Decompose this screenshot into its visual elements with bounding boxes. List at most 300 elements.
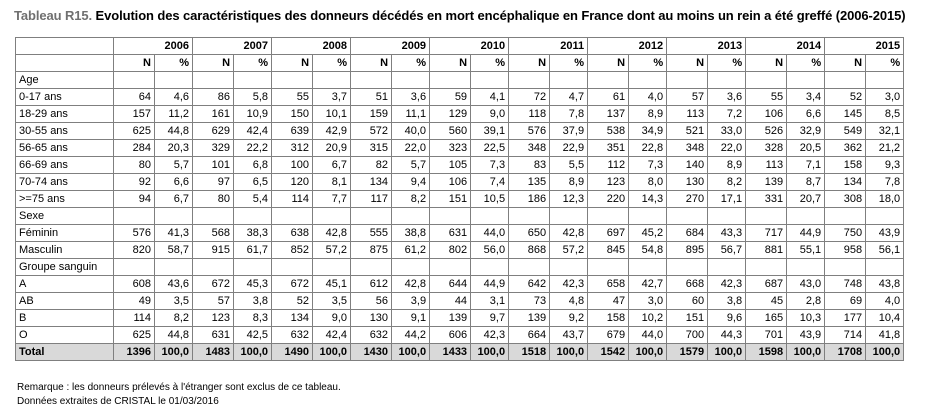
count-cell: 638 [272,225,313,242]
percent-header: % [708,55,746,72]
percent-cell: 3,4 [787,89,825,106]
empty-cell [234,72,272,89]
count-cell: 44 [430,293,471,310]
percent-cell: 20,5 [787,140,825,157]
total-percent-cell: 100,0 [392,344,430,361]
row-label: 70-74 ans [16,174,114,191]
percent-cell: 9,3 [866,157,904,174]
empty-cell [550,208,588,225]
percent-cell: 6,7 [313,157,351,174]
empty-cell [234,259,272,276]
empty-cell [193,259,234,276]
count-cell: 52 [272,293,313,310]
count-cell: 123 [193,310,234,327]
percent-cell: 41,3 [155,225,193,242]
percent-cell: 5,7 [392,157,430,174]
row-label: 56-65 ans [16,140,114,157]
count-cell: 151 [667,310,708,327]
empty-cell [667,259,708,276]
percent-cell: 45,2 [629,225,667,242]
percent-cell: 42,8 [392,276,430,293]
percent-cell: 22,0 [392,140,430,157]
count-cell: 139 [746,174,787,191]
percent-cell: 42,8 [550,225,588,242]
empty-cell [430,208,471,225]
percent-cell: 10,9 [234,106,272,123]
count-cell: 750 [825,225,866,242]
percent-cell: 3,1 [471,293,509,310]
count-cell: 576 [114,225,155,242]
count-cell: 664 [509,327,550,344]
percent-cell: 7,3 [471,157,509,174]
count-cell: 644 [430,276,471,293]
percent-cell: 22,5 [471,140,509,157]
percent-cell: 32,9 [787,123,825,140]
empty-cell [787,208,825,225]
empty-cell [351,72,392,89]
count-cell: 56 [351,293,392,310]
count-cell: 129 [430,106,471,123]
percent-cell: 42,3 [708,276,746,293]
count-cell: 668 [667,276,708,293]
percent-header: % [471,55,509,72]
percent-cell: 41,8 [866,327,904,344]
empty-cell [272,208,313,225]
count-header: N [193,55,234,72]
total-count-cell: 1490 [272,344,313,361]
count-header: N [351,55,392,72]
empty-cell [471,72,509,89]
percent-cell: 44,9 [787,225,825,242]
percent-cell: 8,7 [787,174,825,191]
count-cell: 672 [193,276,234,293]
percent-cell: 44,9 [471,276,509,293]
percent-cell: 4,7 [550,89,588,106]
percent-cell: 56,7 [708,242,746,259]
count-cell: 351 [588,140,629,157]
count-cell: 52 [825,89,866,106]
count-header: N [509,55,550,72]
count-cell: 94 [114,191,155,208]
percent-cell: 3,8 [234,293,272,310]
percent-cell: 20,9 [313,140,351,157]
group-header-row [16,208,904,225]
total-count-cell: 1518 [509,344,550,361]
year-header: 2015 [825,38,904,55]
count-cell: 868 [509,242,550,259]
count-cell: 625 [114,327,155,344]
percent-cell: 3,7 [313,89,351,106]
percent-cell: 42,8 [313,225,351,242]
percent-cell: 42,4 [234,123,272,140]
count-cell: 113 [667,106,708,123]
count-header: N [746,55,787,72]
total-percent-cell: 100,0 [708,344,746,361]
count-cell: 55 [272,89,313,106]
empty-cell [629,208,667,225]
percent-cell: 8,2 [155,310,193,327]
count-cell: 45 [746,293,787,310]
count-cell: 60 [667,293,708,310]
percent-cell: 43,0 [787,276,825,293]
row-label: 0-17 ans [16,89,114,106]
empty-cell [193,72,234,89]
count-cell: 631 [430,225,471,242]
percent-cell: 43,6 [155,276,193,293]
percent-cell: 17,1 [708,191,746,208]
year-header-row [16,38,904,55]
percent-cell: 8,3 [234,310,272,327]
percent-cell: 5,4 [234,191,272,208]
count-cell: 80 [114,157,155,174]
empty-cell [471,259,509,276]
table-row [16,191,904,208]
count-cell: 82 [351,157,392,174]
row-label: Masculin [16,242,114,259]
count-cell: 158 [825,157,866,174]
count-cell: 875 [351,242,392,259]
percent-cell: 44,0 [471,225,509,242]
empty-cell [787,72,825,89]
count-cell: 137 [588,106,629,123]
percent-cell: 57,2 [313,242,351,259]
percent-cell: 5,8 [234,89,272,106]
percent-header: % [629,55,667,72]
percent-cell: 3,6 [392,89,430,106]
table-row [16,140,904,157]
percent-header: % [234,55,272,72]
empty-cell [272,259,313,276]
percent-cell: 18,0 [866,191,904,208]
empty-cell [629,72,667,89]
table-row [16,106,904,123]
empty-cell [866,208,904,225]
count-cell: 958 [825,242,866,259]
percent-cell: 43,9 [866,225,904,242]
percent-cell: 7,8 [550,106,588,123]
count-header: N [430,55,471,72]
count-cell: 915 [193,242,234,259]
percent-cell: 42,5 [234,327,272,344]
percent-cell: 56,0 [471,242,509,259]
percent-cell: 57,2 [550,242,588,259]
row-label: Féminin [16,225,114,242]
total-count-cell: 1598 [746,344,787,361]
empty-cell [272,72,313,89]
percent-cell: 54,8 [629,242,667,259]
empty-cell [351,208,392,225]
count-cell: 312 [272,140,313,157]
total-count-cell: 1396 [114,344,155,361]
count-header: N [667,55,708,72]
percent-cell: 8,5 [866,106,904,123]
empty-cell [588,259,629,276]
count-cell: 130 [351,310,392,327]
percent-header: % [155,55,193,72]
count-cell: 113 [746,157,787,174]
count-cell: 112 [588,157,629,174]
percent-cell: 21,2 [866,140,904,157]
count-cell: 521 [667,123,708,140]
percent-cell: 10,4 [866,310,904,327]
table-caption: Evolution des caractéristiques des donneurs décédés en mort encéphalique en France dont au moins un rein a été greffé (2006-2015) [92,8,906,23]
empty-cell [588,72,629,89]
empty-cell [787,259,825,276]
total-count-cell: 1483 [193,344,234,361]
table-row [16,89,904,106]
percent-cell: 44,0 [629,327,667,344]
count-cell: 47 [588,293,629,310]
percent-cell: 44,3 [708,327,746,344]
percent-cell: 3,0 [866,89,904,106]
percent-cell: 61,2 [392,242,430,259]
empty-cell [708,259,746,276]
percent-cell: 5,5 [550,157,588,174]
empty-cell [825,208,866,225]
percent-cell: 43,3 [708,225,746,242]
percent-cell: 7,3 [629,157,667,174]
total-percent-cell: 100,0 [866,344,904,361]
count-cell: 100 [272,157,313,174]
count-cell: 151 [430,191,471,208]
total-row [16,344,904,361]
count-cell: 568 [193,225,234,242]
count-cell: 139 [430,310,471,327]
count-cell: 105 [430,157,471,174]
table-row [16,157,904,174]
count-cell: 701 [746,327,787,344]
count-cell: 284 [114,140,155,157]
total-label: Total [16,344,114,361]
empty-cell [509,259,550,276]
group-header-row [16,72,904,89]
count-cell: 220 [588,191,629,208]
percent-cell: 3,6 [708,89,746,106]
percent-cell: 4,1 [471,89,509,106]
empty-cell [667,208,708,225]
count-cell: 114 [114,310,155,327]
count-cell: 612 [351,276,392,293]
count-cell: 687 [746,276,787,293]
group-header-row [16,259,904,276]
empty-cell [313,259,351,276]
count-cell: 895 [667,242,708,259]
empty-cell [588,208,629,225]
percent-cell: 8,9 [629,106,667,123]
percent-cell: 9,1 [392,310,430,327]
percent-cell: 10,2 [629,310,667,327]
percent-cell: 43,8 [866,276,904,293]
percent-cell: 10,5 [471,191,509,208]
empty-cell [392,208,430,225]
count-cell: 625 [114,123,155,140]
percent-cell: 10,1 [313,106,351,123]
empty-cell [155,208,193,225]
percent-cell: 4,0 [629,89,667,106]
percent-cell: 11,2 [155,106,193,123]
count-cell: 748 [825,276,866,293]
count-cell: 672 [272,276,313,293]
count-cell: 549 [825,123,866,140]
percent-cell: 39,1 [471,123,509,140]
percent-cell: 3,5 [155,293,193,310]
count-cell: 679 [588,327,629,344]
percent-cell: 32,1 [866,123,904,140]
percent-header: % [313,55,351,72]
table-title [14,8,906,23]
percent-cell: 4,0 [866,293,904,310]
percent-cell: 5,7 [155,157,193,174]
table-row [16,327,904,344]
count-cell: 177 [825,310,866,327]
percent-cell: 44,2 [392,327,430,344]
percent-cell: 33,0 [708,123,746,140]
percent-cell: 7,1 [787,157,825,174]
count-cell: 328 [746,140,787,157]
percent-cell: 22,0 [708,140,746,157]
percent-cell: 6,7 [155,191,193,208]
count-cell: 114 [272,191,313,208]
percent-cell: 38,3 [234,225,272,242]
empty-cell [114,208,155,225]
count-header: N [272,55,313,72]
total-count-cell: 1430 [351,344,392,361]
count-cell: 165 [746,310,787,327]
percent-cell: 45,1 [313,276,351,293]
count-cell: 555 [351,225,392,242]
row-label: 66-69 ans [16,157,114,174]
count-cell: 55 [746,89,787,106]
count-cell: 572 [351,123,392,140]
percent-cell: 9,4 [392,174,430,191]
count-header: N [825,55,866,72]
percent-cell: 55,1 [787,242,825,259]
count-cell: 134 [351,174,392,191]
row-label: AB [16,293,114,310]
count-cell: 270 [667,191,708,208]
count-cell: 700 [667,327,708,344]
data-source-note: Données extraites de CRISTAL le 01/03/2016 [17,396,219,407]
count-cell: 57 [667,89,708,106]
count-cell: 59 [430,89,471,106]
empty-cell [746,72,787,89]
percent-cell: 56,1 [866,242,904,259]
table-row [16,293,904,310]
empty-cell [825,259,866,276]
count-cell: 642 [509,276,550,293]
group-label: Sexe [16,208,114,225]
percent-cell: 22,8 [629,140,667,157]
percent-cell: 3,0 [629,293,667,310]
percent-cell: 10,3 [787,310,825,327]
subheader-row [16,55,904,72]
total-percent-cell: 100,0 [471,344,509,361]
count-cell: 140 [667,157,708,174]
empty-cell [313,208,351,225]
percent-cell: 2,8 [787,293,825,310]
remark-note: Remarque : les donneurs prélevés à l'étranger sont exclus de ce tableau. [17,382,341,393]
row-label: 30-55 ans [16,123,114,140]
count-cell: 92 [114,174,155,191]
empty-cell [866,259,904,276]
percent-cell: 42,4 [313,327,351,344]
total-percent-cell: 100,0 [629,344,667,361]
count-cell: 101 [193,157,234,174]
count-cell: 606 [430,327,471,344]
percent-header: % [550,55,588,72]
total-percent-cell: 100,0 [787,344,825,361]
empty-cell [866,72,904,89]
percent-cell: 42,9 [313,123,351,140]
year-header: 2006 [114,38,193,55]
total-count-cell: 1708 [825,344,866,361]
count-cell: 161 [193,106,234,123]
percent-cell: 6,5 [234,174,272,191]
percent-cell: 9,2 [550,310,588,327]
count-cell: 658 [588,276,629,293]
percent-cell: 20,3 [155,140,193,157]
percent-cell: 4,8 [550,293,588,310]
percent-cell: 42,7 [629,276,667,293]
row-label: 18-29 ans [16,106,114,123]
total-count-cell: 1542 [588,344,629,361]
percent-cell: 7,2 [708,106,746,123]
percent-header: % [866,55,904,72]
count-cell: 72 [509,89,550,106]
percent-cell: 9,7 [471,310,509,327]
count-cell: 820 [114,242,155,259]
count-cell: 576 [509,123,550,140]
empty-cell [114,72,155,89]
table-row [16,123,904,140]
count-cell: 130 [667,174,708,191]
percent-cell: 34,9 [629,123,667,140]
empty-cell [509,72,550,89]
percent-cell: 9,0 [471,106,509,123]
table-row [16,310,904,327]
percent-cell: 12,3 [550,191,588,208]
donor-table [15,37,904,361]
count-cell: 80 [193,191,234,208]
year-header: 2014 [746,38,825,55]
remarks [17,381,341,409]
percent-cell: 6,6 [787,106,825,123]
percent-cell: 22,9 [550,140,588,157]
count-cell: 629 [193,123,234,140]
total-count-cell: 1433 [430,344,471,361]
count-cell: 120 [272,174,313,191]
count-cell: 118 [509,106,550,123]
count-cell: 526 [746,123,787,140]
count-cell: 560 [430,123,471,140]
table-row [16,242,904,259]
percent-cell: 3,5 [313,293,351,310]
count-cell: 117 [351,191,392,208]
percent-header: % [787,55,825,72]
count-cell: 538 [588,123,629,140]
year-header: 2011 [509,38,588,55]
count-cell: 64 [114,89,155,106]
empty-cell [746,259,787,276]
percent-cell: 44,8 [155,123,193,140]
total-percent-cell: 100,0 [550,344,588,361]
percent-cell: 7,7 [313,191,351,208]
year-header: 2009 [351,38,430,55]
empty-cell [667,72,708,89]
empty-cell [392,259,430,276]
count-cell: 331 [746,191,787,208]
percent-cell: 42,3 [550,276,588,293]
